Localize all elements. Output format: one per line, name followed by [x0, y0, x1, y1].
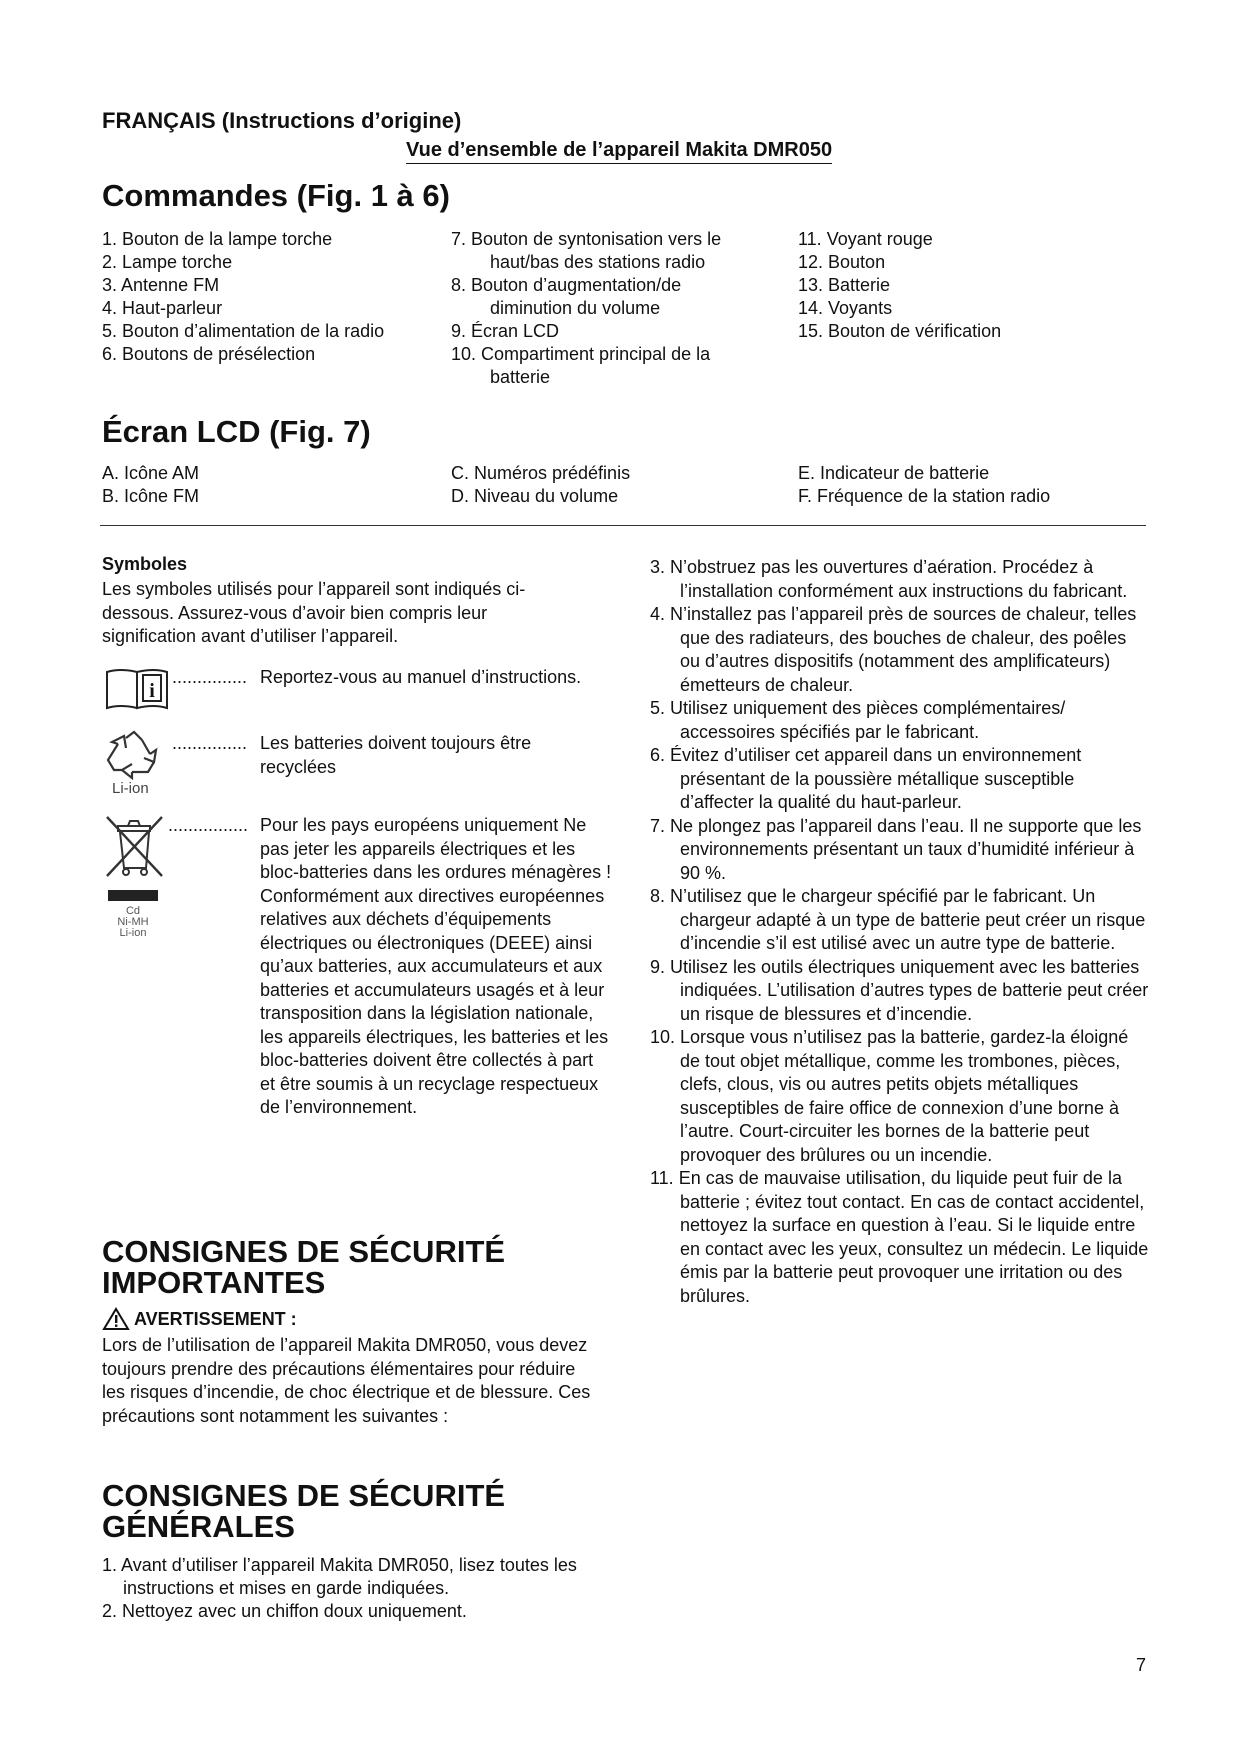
page-number: 7 — [1136, 1655, 1147, 1675]
weee-description: Pour les pays européens uniquement Ne pas jeter les appareils électriques et les bloc-batteries dans les ordures ménagères ! Conformément aux directives européennes relatives aux déchets d’équipements électriques ou électroniques (DEEE) ainsi qu’aux batteries, aux accumulateurs et aux batteries et accumulateurs usagés et à leur transposition dans la législation nationale, les appareils électriques, les batteries et les bloc-batteries doivent être collectés à part et être soumis à un recyclage respectueux de l’environnement. — [260, 815, 612, 1117]
list-item-continuation: batterie — [490, 367, 551, 387]
list-item: 7. Ne plongez pas l’appareil dans l’eau. Il ne supporte que les environnements présentant un taux d’humidité inférieur à 90 %. — [650, 815, 1142, 883]
heading-line: GÉNÉRALES — [102, 1509, 295, 1544]
safety-list-right — [650, 556, 1150, 1308]
weee-battery-labels — [110, 906, 156, 939]
controls-list-col1 — [102, 228, 442, 366]
weee-symbol-text — [168, 814, 618, 1117]
controls-list-col2 — [451, 228, 781, 389]
list-item: B. Icône FM — [102, 486, 200, 506]
list-item-continuation: diminution du volume — [490, 298, 661, 318]
list-item: 1. Bouton de la lampe torche — [102, 229, 333, 249]
symbol-row-weee — [102, 814, 612, 1204]
list-item: F. Fréquence de la station radio — [798, 486, 1051, 506]
list-item: 2. Lampe torche — [102, 252, 233, 272]
warning-label-row — [102, 1307, 297, 1331]
svg-text:i: i — [149, 680, 155, 702]
list-item-continuation: haut/bas des stations radio — [490, 252, 706, 272]
general-safety-list — [102, 1554, 602, 1623]
recycle-symbol-text — [172, 732, 612, 777]
list-item: 11. Voyant rouge — [798, 229, 933, 249]
list-item: 12. Bouton — [798, 252, 886, 272]
list-item: C. Numéros prédéfinis — [451, 463, 631, 483]
list-item: 5. Utilisez uniquement des pièces complémentaires/ accessoires spécifiés par le fabricant. — [650, 698, 1066, 742]
symbol-row-manual — [102, 666, 612, 716]
warning-text: Lors de l’utilisation de l’appareil Makita DMR050, vous devez toujours prendre des précautions élémentaires pour réduire les risques d’incendie, de choc électrique et de blessure. Ces précautions sont notamment les suivantes : — [102, 1335, 591, 1426]
list-item: 7. Bouton de syntonisation vers le — [451, 229, 722, 249]
list-item: D. Niveau du volume — [451, 486, 619, 506]
general-safety-heading — [102, 1480, 505, 1542]
controls-heading: Commandes (Fig. 1 à 6) — [102, 178, 450, 213]
weee-label-nimh: Ni-MH — [117, 916, 149, 928]
heading-line: IMPORTANTES — [102, 1265, 326, 1300]
lcd-list-col3 — [798, 462, 1138, 508]
document-subtitle: Vue d’ensemble de l’appareil Makita DMR050 — [406, 139, 832, 164]
weee-black-bar — [108, 890, 158, 901]
lcd-list-col2 — [451, 462, 781, 508]
warning-triangle-icon — [102, 1307, 130, 1331]
list-item: 15. Bouton de vérification — [798, 321, 1002, 341]
symbols-heading: Symboles — [102, 554, 188, 574]
list-item: 2. Nettoyez avec un chiffon doux uniquement. — [102, 1601, 467, 1621]
list-item: 11. En cas de mauvaise utilisation, du liquide peut fuir de la batterie ; évitez tout contact. En cas de contact accidentel, nettoyez la surface en question à l’eau. Si le liquide entre en contact avec les yeux, consultez un médecin. Le liquide émis par la batterie peut provoquer une irritation ou des brûlures. — [650, 1168, 1149, 1306]
document-language-title: FRANÇAIS (Instructions d’origine) — [102, 108, 462, 133]
read-manual-icon — [104, 666, 170, 712]
list-item: 6. Boutons de présélection — [102, 344, 316, 364]
list-item: 10. Compartiment principal de la — [451, 344, 711, 364]
leader-dots: ............... — [172, 667, 248, 687]
list-item: 6. Évitez d’utiliser cet appareil dans un environnement présentant de la poussière métallique susceptible d’affecter la qualité du haut-parleur. — [650, 745, 1082, 812]
list-item: 1. Avant d’utiliser l’appareil Makita DMR050, lisez toutes les instructions et mises en garde indiquées. — [102, 1555, 577, 1598]
list-item: 9. Utilisez les outils électriques uniquement avec les batteries indiquées. L’utilisation d’autres types de batterie peut créer un risque de blessures et d’incendie. — [650, 956, 1149, 1024]
list-item: 13. Batterie — [798, 275, 891, 295]
symbol-row-recycle — [102, 730, 612, 800]
list-item: 3. Antenne FM — [102, 275, 220, 295]
list-item: 4. N’installez pas l’appareil près de sources de chaleur, telles que des radiateurs, des bouches de chaleur, des poêles ou d’autres dispositifs (notamment des amplificateurs) émetteurs de chaleur. — [650, 604, 1137, 695]
heading-line: CONSIGNES DE SÉCURITÉ — [102, 1478, 506, 1513]
weee-label-liion: Li-ion — [119, 927, 147, 939]
list-item: E. Indicateur de batterie — [798, 463, 990, 483]
heading-line: CONSIGNES DE SÉCURITÉ — [102, 1234, 506, 1269]
list-item: 4. Haut-parleur — [102, 298, 223, 318]
symbols-intro: Les symboles utilisés pour l’appareil sont indiqués ci-dessous. Assurez-vous d’avoir bien compris leur signification avant d’utiliser l’appareil. — [102, 579, 526, 646]
recycle-icon — [104, 730, 164, 782]
leader-dots: ................ — [168, 815, 249, 835]
crossed-bin-icon — [104, 814, 166, 880]
list-item: A. Icône AM — [102, 463, 200, 483]
list-item: 14. Voyants — [798, 298, 893, 318]
warning-label: AVERTISSEMENT : — [134, 1308, 297, 1329]
important-safety-heading — [102, 1236, 505, 1298]
lcd-heading: Écran LCD (Fig. 7) — [102, 414, 371, 449]
section-divider — [100, 525, 1146, 526]
recycle-label: Li-ion — [112, 780, 149, 797]
list-item: 3. N’obstruez pas les ouvertures d’aération. Procédez à l’installation conformément aux instructions du fabricant. — [650, 557, 1128, 601]
list-item: 10. Lorsque vous n’utilisez pas la batterie, gardez-la éloigné de tout objet métallique, comme les trombones, pièces, clefs, clous, vis ou autres petits objets métalliques susceptibles de faire office de connexion d’une borne à l’autre. Court-circuiter les bornes de la batterie peut provoquer des brûlures ou un incendie. — [650, 1027, 1129, 1165]
weee-label-cd: Cd — [125, 905, 141, 917]
list-item: 8. N’utilisez que le chargeur spécifié par le fabricant. Un chargeur adapté à un type de batterie peut créer un risque d’incendie s’il est utilisé avec un autre type de batterie. — [650, 886, 1146, 953]
leader-dots: ............... — [172, 733, 248, 753]
recycle-description: Les batteries doivent toujours être recyclées — [260, 733, 532, 777]
lcd-list-col1 — [102, 462, 442, 508]
manual-description: Reportez-vous au manuel d’instructions. — [260, 667, 582, 687]
list-item: 5. Bouton d’alimentation de la radio — [102, 321, 385, 341]
manual-symbol-text — [172, 666, 612, 690]
list-item: 9. Écran LCD — [451, 321, 560, 341]
controls-list-col3 — [798, 228, 1128, 343]
list-item: 8. Bouton d’augmentation/de — [451, 275, 682, 295]
